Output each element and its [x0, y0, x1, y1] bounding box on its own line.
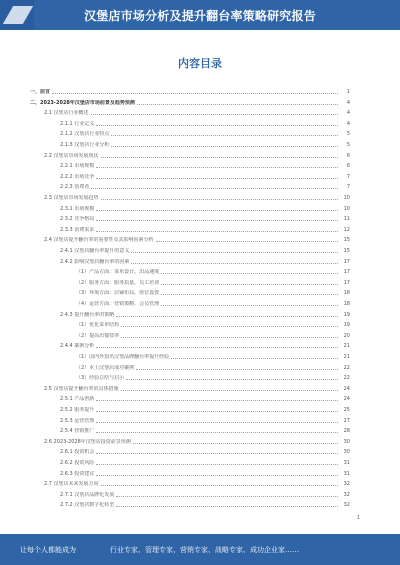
- toc-entry-label: 2.7 汉堡店未来发展方向: [44, 481, 99, 488]
- toc-entry-label: 2.3.3 消费需求: [60, 226, 95, 233]
- toc-entry-label: 2.4.4 案例分析: [60, 343, 95, 350]
- toc-dot-leader: [96, 464, 338, 465]
- toc-entry-label: （3）环境方面：店铺布局、座位设置: [76, 290, 160, 297]
- toc-entry-label: 2.6 2023-2028年汉堡店投资前景预测: [44, 438, 131, 445]
- toc-entry[interactable]: [30, 287, 350, 296]
- toc-entry-label: 2.3.2 竞争格局: [60, 216, 95, 223]
- toc-entry-page: 4: [346, 99, 350, 106]
- toc-dot-leader: [91, 188, 338, 189]
- toc-entry-label: 2.2.2 市场竞争: [60, 173, 95, 180]
- toc-dot-leader: [121, 326, 338, 327]
- document-title: 汉堡店市场分析及提升翻台率策略研究报告: [84, 8, 316, 23]
- header-banner: [0, 0, 400, 30]
- toc-entry-page: 7: [346, 173, 350, 180]
- toc-entry-page: 20: [343, 332, 350, 339]
- toc-entry-page: 17: [343, 279, 350, 286]
- toc-entry[interactable]: [30, 256, 350, 265]
- toc-entry[interactable]: [30, 457, 350, 466]
- toc-entry-label: 2.5.2 服务提升: [60, 407, 95, 413]
- toc-entry-page: 27: [343, 417, 350, 424]
- toc-dot-leader: [101, 199, 338, 200]
- toc-entry-label: （2）提高出餐效率: [76, 332, 120, 339]
- footer-banner: [0, 534, 400, 565]
- toc-entry-label: 2.1 汉堡店行业概述: [44, 110, 89, 117]
- toc-dot-leader: [111, 135, 338, 136]
- toc-entry-page: 28: [343, 428, 350, 435]
- toc-dot-leader: [96, 453, 338, 454]
- toc-entry-label: 2.7.1 汉堡店品牌化发展: [60, 491, 115, 498]
- header-decoration: [0, 0, 34, 30]
- toc-entry[interactable]: [30, 436, 350, 445]
- toc-dot-leader: [161, 305, 338, 306]
- toc-entry-page: 30: [343, 449, 350, 456]
- footer-roles: 行业专家、管理专家、营销专家、战略专家、成功企业家……: [110, 545, 299, 554]
- toc-dot-leader: [96, 231, 338, 232]
- toc-dot-leader: [137, 104, 338, 105]
- toc-entry[interactable]: [30, 298, 350, 307]
- toc-entry-page: 6: [346, 163, 350, 170]
- toc-entry[interactable]: [30, 245, 350, 254]
- toc-entry-page: 21: [343, 354, 350, 360]
- toc-entry[interactable]: [30, 425, 350, 434]
- toc-entry-page: 24: [343, 385, 350, 392]
- toc-entry[interactable]: [30, 192, 350, 201]
- toc-entry-page: 19: [343, 322, 350, 329]
- toc-entry-page: 18: [343, 301, 350, 307]
- toc-entry-page: 25: [343, 407, 350, 413]
- toc-entry-page: 22: [343, 364, 350, 371]
- toc-entry[interactable]: [30, 478, 350, 487]
- toc-entry[interactable]: [30, 372, 350, 381]
- toc-dot-leader: [96, 411, 338, 412]
- toc-entry-page: 5: [346, 142, 350, 148]
- toc-dot-leader: [96, 400, 338, 401]
- toc-entry[interactable]: [30, 118, 350, 127]
- toc-dot-leader: [116, 496, 338, 497]
- toc-dot-leader: [131, 263, 338, 264]
- toc-entry-page: 18: [343, 290, 350, 297]
- toc-entry-label: 2.4.3 提升翻台率的策略: [60, 311, 115, 318]
- toc-entry-page: 15: [343, 237, 350, 244]
- toc-entry-page: 32: [343, 491, 350, 498]
- toc-dot-leader: [126, 379, 338, 380]
- toc-entry-label: 二、2023-2028年汉堡店市场前景及趋势预测: [30, 99, 135, 106]
- toc-entry[interactable]: [30, 128, 350, 137]
- toc-entry-label: 一、前言: [30, 89, 51, 95]
- toc-dot-leader: [161, 273, 338, 274]
- toc-entry[interactable]: [30, 446, 350, 455]
- toc-entry-label: （1）产品方面：菜单设计、出品速度: [76, 269, 160, 276]
- toc-entry-label: （4）运营方面：营销策略、会员管理: [76, 301, 160, 307]
- toc-entry[interactable]: [30, 139, 350, 148]
- toc-entry-label: （2）本土汉堡店成功案例: [76, 364, 135, 371]
- toc-entry[interactable]: [30, 330, 350, 339]
- toc-entry[interactable]: [30, 362, 350, 371]
- toc-entry-label: 2.5.3 运营管理: [60, 417, 95, 424]
- toc-dot-leader: [96, 422, 338, 423]
- toc-dot-leader: [96, 347, 338, 348]
- toc-dot-leader: [96, 178, 338, 179]
- toc-entry-label: 2.7.2 汉堡店数字化转型: [60, 502, 115, 509]
- toc-entry-page: 32: [343, 502, 350, 509]
- toc-entry-page: 1: [346, 89, 350, 95]
- toc-entry[interactable]: [30, 266, 350, 275]
- toc-dot-leader: [91, 114, 338, 115]
- toc-entry[interactable]: [30, 468, 350, 477]
- toc-entry-label: 2.1.2 汉堡店行业特点: [60, 131, 110, 138]
- toc-dot-leader: [111, 146, 338, 147]
- toc-entry-page: 30: [343, 438, 350, 445]
- toc-entry-page: 31: [343, 460, 350, 466]
- toc-entry[interactable]: [30, 499, 350, 508]
- toc-entry-label: 2.4 汉堡店提升翻台率的重要性及其影响因素分析: [44, 237, 154, 244]
- toc-entry-page: 15: [343, 248, 350, 254]
- toc-entry[interactable]: [30, 160, 350, 169]
- toc-entry[interactable]: [30, 107, 350, 116]
- toc-entry-label: 2.3 汉堡店市场发展趋势: [44, 195, 99, 201]
- toc-entry-label: 2.4.2 影响汉堡店翻台率的因素: [60, 258, 130, 265]
- toc-dot-leader: [101, 157, 338, 158]
- toc-entry[interactable]: [30, 150, 350, 159]
- toc-entry-label: （1）国内外知名汉堡品牌翻台率提升经验: [76, 354, 170, 360]
- toc-entry[interactable]: [30, 319, 350, 328]
- toc-entry-page: 12: [343, 226, 350, 233]
- toc-dot-leader: [131, 252, 338, 253]
- toc-dot-leader: [96, 125, 338, 126]
- toc-entry-label: （2）服务方面：服务质量、员工培训: [76, 279, 160, 286]
- toc-dot-leader: [156, 241, 338, 242]
- toc-entry[interactable]: [30, 97, 350, 106]
- footer-slogan: 让每个人都能成为: [20, 545, 76, 554]
- toc-entry-page: 10: [343, 205, 350, 212]
- toc-entry-page: 11: [343, 216, 350, 223]
- toc-dot-leader: [101, 485, 338, 486]
- toc-entry-page: 7: [346, 184, 350, 191]
- toc-entry-label: 2.2.3 消费者: [60, 184, 90, 191]
- toc-entry[interactable]: [30, 415, 350, 424]
- toc-entry-label: 2.5.1 产品创新: [60, 396, 95, 403]
- toc-entry-page: 24: [343, 396, 350, 403]
- toc-entry[interactable]: [30, 277, 350, 286]
- toc-entry[interactable]: [30, 383, 350, 392]
- toc-entry-label: 2.6.3 投资建议: [60, 470, 95, 477]
- toc-entry-label: 2.6.1 投资机会: [60, 449, 95, 456]
- toc-dot-leader: [161, 294, 338, 295]
- toc-dot-leader: [116, 316, 338, 317]
- toc-dot-leader: [161, 284, 338, 285]
- toc-entry[interactable]: [30, 393, 350, 402]
- toc-entry[interactable]: [30, 86, 350, 95]
- toc-dot-leader: [96, 475, 338, 476]
- toc-entry-page: 19: [343, 311, 350, 318]
- toc-dot-leader: [96, 220, 338, 221]
- toc-dot-leader: [171, 358, 338, 359]
- toc-entry[interactable]: [30, 309, 350, 318]
- toc-dot-leader: [96, 210, 338, 211]
- toc-entry[interactable]: [30, 181, 350, 190]
- toc-entry-page: 31: [343, 470, 350, 477]
- toc-entry-label: 2.5.4 营销推广: [60, 428, 95, 435]
- toc-entry[interactable]: [30, 234, 350, 243]
- toc-entry-label: 2.4.1 汉堡店翻台率提升的意义: [60, 248, 130, 254]
- toc-entry[interactable]: [30, 340, 350, 349]
- toc-entry-label: （3）经验总结与启示: [76, 375, 125, 382]
- toc-entry[interactable]: [30, 404, 350, 413]
- toc-entry-label: 2.1.3 汉堡店行业分析: [60, 142, 110, 148]
- toc-entry-page: 17: [343, 258, 350, 265]
- toc-dot-leader: [96, 432, 338, 433]
- toc-entry-label: 2.2.1 市场规模: [60, 163, 95, 170]
- toc-entry-label: 2.5 汉堡店提升翻台率的具体措施: [44, 385, 119, 392]
- toc-entry-page: 32: [343, 481, 350, 488]
- toc-entry[interactable]: [30, 489, 350, 498]
- page-number: 1: [356, 515, 360, 521]
- toc-dot-leader: [121, 337, 338, 338]
- toc-entry-label: 2.1.1 行业定义: [60, 120, 95, 127]
- toc-entry-page: 17: [343, 269, 350, 276]
- toc-dot-leader: [52, 93, 338, 94]
- toc-entry-page: 4: [346, 120, 350, 127]
- toc-dot-leader: [136, 369, 338, 370]
- toc-entry-page: 10: [343, 195, 350, 201]
- toc-dot-leader: [116, 506, 338, 507]
- toc-entry-label: （1）优化菜单结构: [76, 322, 120, 329]
- toc-dot-leader: [121, 390, 338, 391]
- toc-dot-leader: [133, 443, 338, 444]
- toc-entry-label: 2.6.2 投资风险: [60, 460, 95, 466]
- toc-entry-label: 2.3.1 市场规模: [60, 205, 95, 212]
- toc-entry[interactable]: [30, 213, 350, 222]
- toc-dot-leader: [96, 167, 338, 168]
- toc-entry-page: 4: [346, 110, 350, 117]
- toc-entry[interactable]: [30, 351, 350, 360]
- toc-title: 内容目录: [178, 57, 222, 70]
- toc-entry[interactable]: [30, 171, 350, 180]
- toc-entry[interactable]: [30, 203, 350, 212]
- toc-entry-page: 5: [346, 131, 350, 138]
- table-of-contents: [30, 86, 350, 516]
- toc-entry-page: 6: [346, 152, 350, 159]
- toc-entry-page: 21: [343, 343, 350, 350]
- toc-entry-label: 2.2 汉堡店市场发展现状: [44, 152, 99, 159]
- toc-entry-page: 22: [343, 375, 350, 382]
- toc-entry[interactable]: [30, 224, 350, 233]
